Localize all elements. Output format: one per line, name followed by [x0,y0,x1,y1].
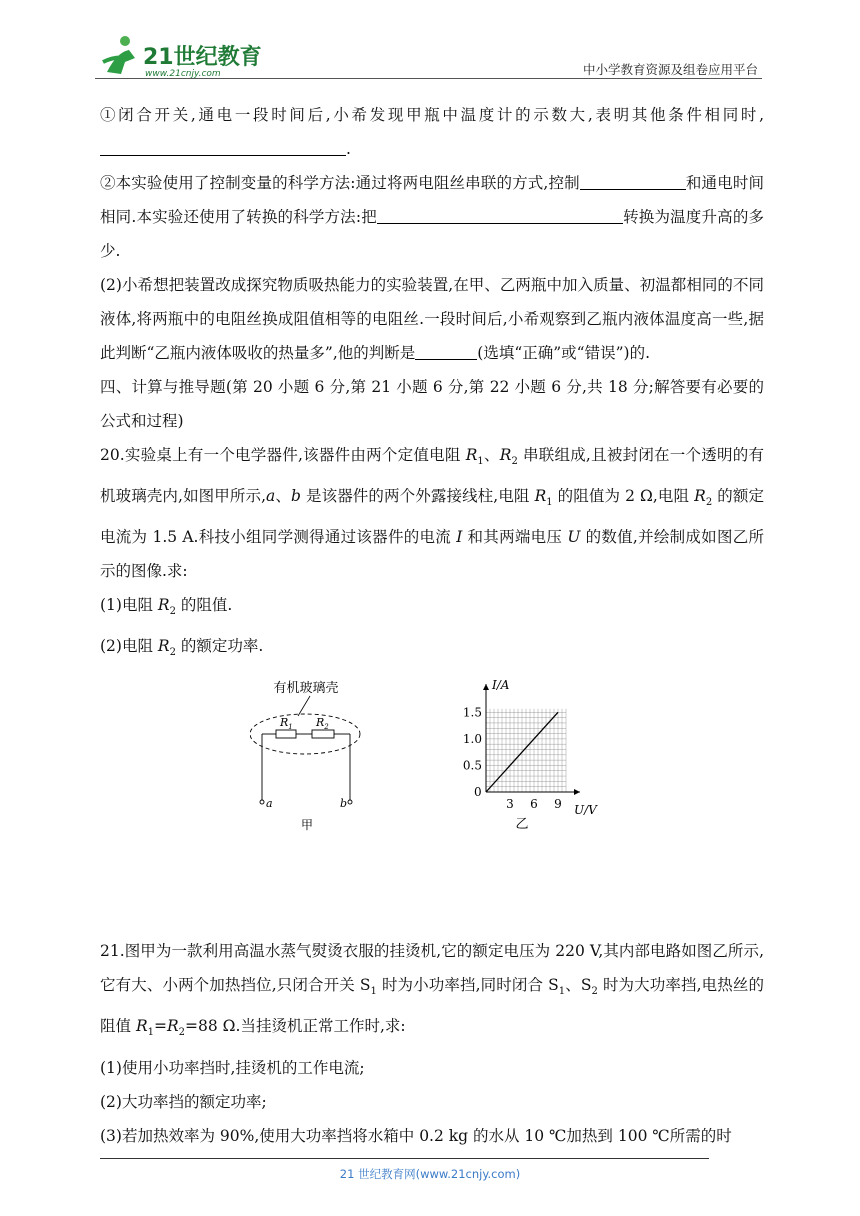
x-tick-label: 6 [530,797,538,812]
page-content [100,98,764,1153]
q19-part1: ①闭合开关,通电一段时间后,小希发现甲瓶中温度计的示数大,表明其他条件相同时,. [100,106,764,158]
footer-divider [100,1158,709,1159]
q20-stem: 20.实验桌上有一个电学器件,该器件由两个定值电阻 $R_1$、$R_2$ 串联组成,且被封闭在一个透明的有机玻璃壳内,如图甲所示,a、b 是该器件的两个外露接线柱,电阻 $R_1$ 的阻值为 2 Ω,电阻 $R_2$ 的额定电流为 1.5 A.科技小组同学测得通过该器件的电流 I 和其两端电压 U 的数值,并绘制成如图乙所示的图像.求: [100,446,764,581]
leader-line [298,696,310,716]
x-axis-label: U/V [574,803,597,818]
y-axis-label: I/A [492,678,510,693]
q21-sub2: (2)大功率挡的额定功率; [100,1092,267,1111]
q20-sub1: (1)电阻 $R_2$ 的阻值. [100,596,233,618]
q19-part3: (2)小希想把装置改成探究物质吸热能力的实验装置,在甲、乙两瓶中加入质量、初温都相同的不同液体,将两瓶中的电阻丝换成阻值相等的电阻丝.一段时间后,小希观察到乙瓶内液体温度高一些,据此判断“乙瓶内液体吸收的热量多”,他的判断是 (选填“正确”或“错误”)的. [100,276,764,362]
terminal-b [348,800,352,804]
x-axis-arrow [574,789,580,795]
svg-text:R1: $R_1$ [280,716,293,732]
answer-blank-2[interactable] [580,171,686,190]
y-tick-label: 0.5 [462,758,482,773]
page-footer: 21 世纪教育网(www.21cnjy.com) [339,1167,521,1181]
answer-blank-3[interactable] [377,205,623,224]
logo-text: 21世纪教育 [143,45,262,70]
y-tick-label: 1.5 [462,705,482,720]
x-tick-label: 9 [554,797,562,812]
q19-part2: ②本实验使用了控制变量的科学方法:通过将两电阻丝串联的方式,控制 和通电时间相同.本实验还使用了转换的科学方法:把 转换为温度升高的多少. [100,166,764,268]
caption-yi: 乙 [515,817,529,833]
answer-blank-4[interactable] [415,341,477,360]
resistor-r2 [312,730,334,738]
origin-label: 0 [474,785,482,800]
q20-sub2: (2)电阻 $R_2$ 的额定功率. [100,637,264,659]
terminal-a [260,800,264,804]
page-header [95,30,762,78]
terminal-a-label: a [266,797,273,811]
platform-name: 中小学教育资源及组卷应用平台 [582,62,758,77]
resistor-r1 [276,730,296,738]
terminal-b-label: b [340,797,348,811]
figure-yi-iu-chart [450,676,620,866]
y-axis-arrow [483,684,489,690]
caption-jia: 甲 [300,818,314,833]
q20-figures [100,676,764,866]
logo-url: www.21cnjy.com [145,69,221,78]
y-tick-label: 1.0 [462,732,482,747]
figure-jia-circuit [250,676,370,836]
q21-sub1: (1)使用小功率挡时,挂烫机的工作电流; [100,1058,365,1077]
header-divider [95,78,762,79]
q21-sub3: (3)若加热效率为 90%,使用大功率挡将水箱中 0.2 kg 的水从 10 ℃加热到 100 ℃所需的时 [100,1126,732,1145]
section-4-heading: 四、计算与推导题(第 20 小题 6 分,第 21 小题 6 分,第 22 小题 6 分,共 18 分;解答要有必要的公式和过程) [100,378,764,430]
shell-label: 有机玻璃壳 [273,681,339,697]
q21-stem: 21.图甲为一款利用高温水蒸气熨烫衣服的挂烫机,它的额定电压为 220 V,其内部电路如图乙所示,它有大、小两个加热挡位,只闭合开关 $S_1$ 时为小功率挡,同时闭合 $S_1$、$S_2$ 时为大功率挡,电热丝的阻值 $R_1=R_2=88$ Ω.当挂烫机正常工作时,求: [100,942,765,1039]
x-tick-label: 3 [506,797,514,812]
answer-blank-1[interactable] [100,137,346,156]
svg-text:R2: $R_2$ [316,716,329,732]
site-logo [95,32,265,78]
